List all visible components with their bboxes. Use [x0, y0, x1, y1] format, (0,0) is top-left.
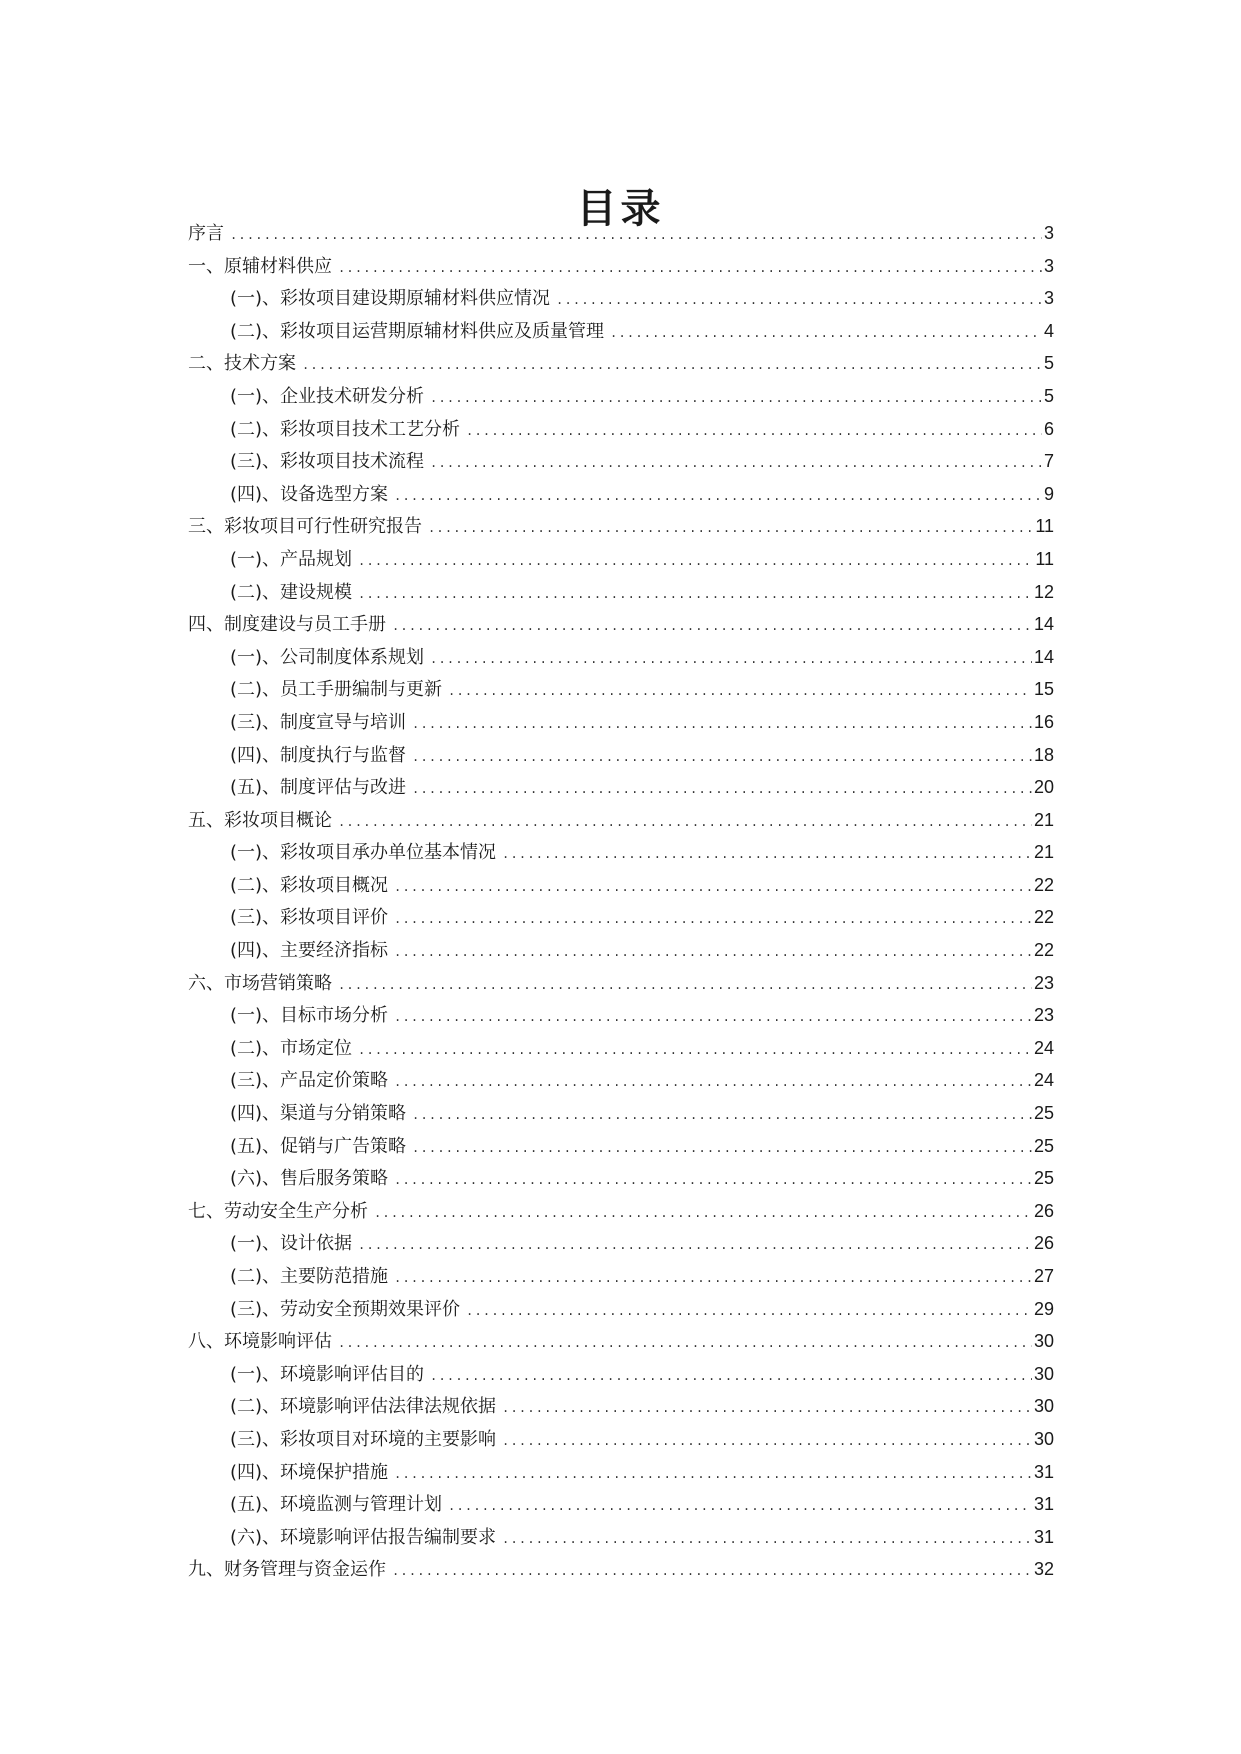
toc-entry[interactable] — [188, 1553, 1054, 1586]
toc-subentry[interactable] — [188, 1162, 1054, 1195]
toc-entry[interactable] — [188, 1195, 1054, 1228]
toc-entry-label: (一)、环境影响评估目的 — [230, 1363, 425, 1385]
dot-leader — [302, 349, 1042, 382]
toc-entry[interactable] — [188, 510, 1054, 543]
dot-leader — [338, 969, 1032, 1002]
dot-leader — [392, 610, 1032, 643]
toc-entry-label: (二)、彩妆项目技术工艺分析 — [230, 418, 461, 440]
page-title: 目录 — [576, 185, 665, 232]
dot-leader — [338, 252, 1042, 285]
toc-entry-label: (二)、市场定位 — [230, 1037, 353, 1059]
toc-subentry[interactable] — [188, 380, 1054, 413]
toc-list — [188, 217, 1054, 1586]
toc-subentry[interactable] — [188, 1130, 1054, 1163]
dot-leader — [412, 1132, 1032, 1165]
toc-page-number: 15 — [1033, 679, 1054, 700]
toc-page-number: 11 — [1035, 516, 1054, 537]
toc-page-number: 24 — [1033, 1037, 1054, 1058]
toc-subentry[interactable] — [188, 1423, 1054, 1456]
toc-page-number: 6 — [1043, 418, 1054, 439]
toc-page-number: 25 — [1033, 1168, 1054, 1189]
toc-subentry[interactable] — [188, 999, 1054, 1032]
toc-subentry[interactable] — [188, 1358, 1054, 1391]
dot-leader — [230, 219, 1042, 252]
toc-subentry[interactable] — [188, 315, 1054, 348]
toc-page-number: 31 — [1033, 1494, 1054, 1515]
toc-entry-label: 四、制度建设与员工手册 — [188, 614, 386, 636]
toc-entry-label: (二)、员工手册编制与更新 — [230, 679, 443, 701]
toc-subentry[interactable] — [188, 1488, 1054, 1521]
toc-subentry[interactable] — [188, 706, 1054, 739]
toc-page-number: 23 — [1033, 972, 1054, 993]
dot-leader — [430, 382, 1042, 415]
toc-entry[interactable] — [188, 347, 1054, 380]
toc-subentry[interactable] — [188, 1293, 1054, 1326]
dot-leader — [394, 1164, 1032, 1197]
toc-page-number: 7 — [1043, 451, 1054, 472]
toc-subentry[interactable] — [188, 1260, 1054, 1293]
dot-leader — [394, 1001, 1032, 1034]
toc-subentry[interactable] — [188, 1521, 1054, 1554]
toc-entry-label: (三)、产品定价策略 — [230, 1070, 389, 1092]
toc-entry[interactable] — [188, 1325, 1054, 1358]
toc-subentry[interactable] — [188, 771, 1054, 804]
toc-subentry[interactable] — [188, 282, 1054, 315]
toc-page-number: 4 — [1043, 320, 1054, 341]
toc-page-number: 21 — [1033, 809, 1054, 830]
toc-page-number: 9 — [1043, 483, 1054, 504]
dot-leader — [358, 545, 1033, 578]
dot-leader — [502, 838, 1032, 871]
dot-leader — [394, 936, 1032, 969]
toc-page-number: 5 — [1043, 353, 1054, 374]
toc-entry-label: (三)、彩妆项目技术流程 — [230, 451, 425, 473]
toc-page-number: 31 — [1033, 1526, 1054, 1547]
toc-subentry[interactable] — [188, 739, 1054, 772]
dot-leader — [502, 1392, 1032, 1425]
dot-leader — [430, 447, 1042, 480]
toc-entry-label: (一)、公司制度体系规划 — [230, 646, 425, 668]
toc-entry-label: (二)、环境影响评估法律法规依据 — [230, 1396, 497, 1418]
toc-entry-label: (三)、制度宣导与培训 — [230, 711, 407, 733]
toc-subentry[interactable] — [188, 934, 1054, 967]
toc-page-number: 26 — [1033, 1200, 1054, 1221]
toc-entry-label: (一)、彩妆项目建设期原辅材料供应情况 — [230, 288, 551, 310]
toc-entry[interactable] — [188, 804, 1054, 837]
toc-page-number: 23 — [1033, 1005, 1054, 1026]
toc-entry-label: (一)、彩妆项目承办单位基本情况 — [230, 842, 497, 864]
toc-entry-label: (六)、售后服务策略 — [230, 1168, 389, 1190]
toc-entry-label: (二)、主要防范措施 — [230, 1266, 389, 1287]
toc-entry-label: (六)、环境影响评估报告编制要求 — [230, 1526, 497, 1548]
toc-subentry[interactable] — [188, 673, 1054, 706]
toc-page-number: 3 — [1043, 223, 1054, 243]
toc-subentry[interactable] — [188, 1064, 1054, 1097]
toc-subentry[interactable] — [188, 1097, 1054, 1130]
toc-page-number: 30 — [1033, 1396, 1054, 1417]
toc-page-number: 30 — [1033, 1428, 1054, 1449]
toc-entry-label: (五)、促销与广告策略 — [230, 1135, 407, 1157]
toc-page-number: 12 — [1033, 581, 1054, 602]
toc-subentry[interactable] — [188, 576, 1054, 609]
toc-page-number: 20 — [1033, 777, 1054, 798]
toc-entry-label: 一、原辅材料供应 — [188, 255, 332, 277]
toc-entry-label: 九、财务管理与资金运作 — [188, 1559, 386, 1581]
toc-subentry[interactable] — [188, 543, 1054, 576]
toc-subentry[interactable] — [188, 1032, 1054, 1065]
toc-page-number: 14 — [1033, 614, 1054, 635]
dot-leader — [394, 480, 1042, 513]
toc-entry-label: (一)、目标市场分析 — [230, 1005, 389, 1027]
dot-leader — [466, 415, 1042, 448]
toc-page-number: 30 — [1033, 1331, 1054, 1352]
toc-entry-label: (五)、制度评估与改进 — [230, 777, 407, 799]
toc-entry[interactable] — [188, 967, 1054, 1000]
toc-entry-label: (一)、企业技术研发分析 — [230, 385, 425, 407]
dot-leader — [338, 806, 1032, 839]
toc-page-number: 25 — [1033, 1103, 1054, 1124]
toc-entry-label: (一)、产品规划 — [230, 548, 353, 570]
toc-page-number: 14 — [1033, 646, 1054, 667]
dot-leader — [394, 1262, 1032, 1295]
toc-subentry[interactable] — [188, 1390, 1054, 1423]
dot-leader — [392, 1555, 1032, 1588]
toc-entry[interactable] — [188, 608, 1054, 641]
dot-leader — [556, 284, 1042, 317]
toc-page-number: 31 — [1033, 1461, 1054, 1482]
toc-entry-label: (五)、环境监测与管理计划 — [230, 1494, 443, 1516]
toc-entry-label: 三、彩妆项目可行性研究报告 — [188, 516, 422, 538]
dot-leader — [358, 1229, 1032, 1262]
dot-leader — [430, 643, 1032, 676]
toc-entry-label: (四)、设备选型方案 — [230, 483, 389, 505]
toc-page-number: 25 — [1033, 1135, 1054, 1156]
dot-leader — [394, 1066, 1032, 1099]
dot-leader — [448, 675, 1032, 708]
toc-page-number: 3 — [1043, 255, 1054, 276]
toc-page-number: 22 — [1033, 940, 1054, 961]
toc-page-number: 11 — [1035, 548, 1054, 569]
toc-entry-label: (二)、彩妆项目运营期原辅材料供应及质量管理 — [230, 320, 605, 342]
toc-entry-label: (四)、主要经济指标 — [230, 940, 389, 962]
dot-leader — [374, 1197, 1032, 1230]
dot-leader — [412, 773, 1032, 806]
toc-page-number: 22 — [1033, 907, 1054, 928]
dot-leader — [412, 708, 1032, 741]
toc-subentry[interactable] — [188, 901, 1054, 934]
toc-entry-label: (四)、渠道与分销策略 — [230, 1103, 407, 1125]
toc-page-number: 29 — [1033, 1298, 1054, 1319]
toc-entry-label: 二、技术方案 — [188, 353, 296, 375]
toc-page-number: 16 — [1033, 711, 1054, 732]
toc-subentry[interactable] — [188, 445, 1054, 478]
dot-leader — [610, 317, 1042, 350]
dot-leader — [394, 1458, 1032, 1491]
dot-leader — [358, 578, 1032, 611]
toc-page-number: 30 — [1033, 1363, 1054, 1384]
dot-leader — [338, 1327, 1032, 1360]
toc-page-number: 3 — [1043, 288, 1054, 309]
toc-entry-label: 五、彩妆项目概论 — [188, 809, 332, 831]
toc-page-number: 22 — [1033, 874, 1054, 895]
toc-entry-label: 八、环境影响评估 — [188, 1331, 332, 1353]
toc-entry-label: (二)、建设规模 — [230, 581, 353, 603]
toc-subentry[interactable] — [188, 869, 1054, 902]
toc-subentry[interactable] — [188, 836, 1054, 869]
toc-page-number: 24 — [1033, 1070, 1054, 1091]
toc-entry-label: 序言 — [188, 223, 224, 244]
toc-entry-label: (四)、制度执行与监督 — [230, 744, 407, 766]
toc-entry-label: (一)、设计依据 — [230, 1233, 353, 1255]
toc-entry-label: (三)、劳动安全预期效果评价 — [230, 1298, 461, 1320]
toc-page-number: 21 — [1033, 842, 1054, 863]
toc-entry-label: 七、劳动安全生产分析 — [188, 1200, 368, 1222]
dot-leader — [394, 871, 1032, 904]
dot-leader — [428, 512, 1033, 545]
dot-leader — [412, 1099, 1032, 1132]
dot-leader — [412, 741, 1032, 774]
dot-leader — [448, 1490, 1032, 1523]
toc-entry-label: (三)、彩妆项目评价 — [230, 907, 389, 929]
toc-subentry[interactable] — [188, 478, 1054, 511]
toc-entry[interactable] — [188, 250, 1054, 283]
toc-entry-label: (二)、彩妆项目概况 — [230, 874, 389, 896]
toc-page-number: 32 — [1033, 1559, 1054, 1580]
toc-entry[interactable] — [188, 217, 1054, 250]
dot-leader — [430, 1360, 1032, 1393]
toc-subentry[interactable] — [188, 413, 1054, 446]
toc-page-number: 18 — [1033, 744, 1054, 765]
toc-entry-label: (三)、彩妆项目对环境的主要影响 — [230, 1428, 497, 1450]
dot-leader — [502, 1425, 1032, 1458]
dot-leader — [466, 1295, 1032, 1328]
dot-leader — [358, 1034, 1032, 1067]
dot-leader — [394, 903, 1032, 936]
toc-page-number: 26 — [1033, 1233, 1054, 1254]
toc-entry-label: 六、市场营销策略 — [188, 972, 332, 994]
toc-page-number: 27 — [1033, 1266, 1054, 1286]
toc-subentry[interactable] — [188, 641, 1054, 674]
toc-page-number: 5 — [1043, 385, 1054, 406]
toc-entry-label: (四)、环境保护措施 — [230, 1461, 389, 1483]
toc-subentry[interactable] — [188, 1456, 1054, 1489]
dot-leader — [502, 1523, 1032, 1556]
toc-subentry[interactable] — [188, 1227, 1054, 1260]
